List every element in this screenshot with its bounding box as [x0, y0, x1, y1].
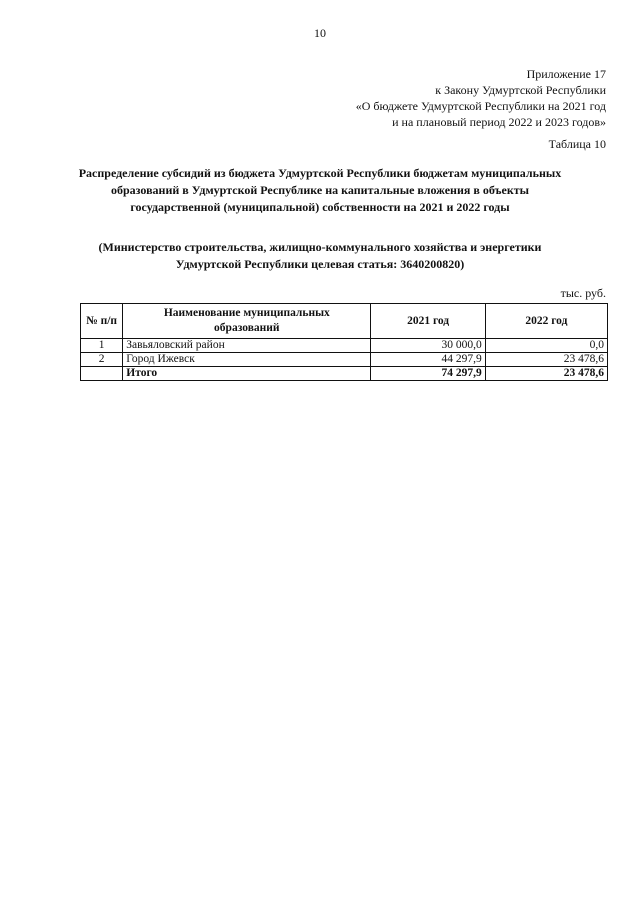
document-subtitle: [70, 239, 570, 273]
subtitle-line: (Министерство строительства, жилищно-коммунального хозяйства и энергетики: [98, 240, 542, 254]
cell-num: 2: [81, 353, 123, 367]
table-row: [81, 339, 608, 353]
header-2022: 2022 год: [485, 304, 607, 339]
table-row: [81, 353, 608, 367]
cell-2022: 0,0: [485, 339, 607, 353]
appendix-line: «О бюджете Удмуртской Республики на 2021 год: [355, 99, 606, 113]
title-line: образований в Удмуртской Республике на капитальные вложения в объекты: [110, 183, 530, 197]
appendix-line: и на плановый период 2022 и 2023 годов»: [392, 115, 606, 129]
header-name: [123, 304, 371, 339]
appendix-header: [356, 66, 606, 130]
subsidy-table: [80, 303, 608, 381]
cell-num: [81, 367, 123, 381]
cell-2022: 23 478,6: [485, 353, 607, 367]
page-number: 10: [314, 26, 326, 40]
cell-2021: 30 000,0: [371, 339, 485, 353]
header-2021: 2021 год: [371, 304, 485, 339]
units-label: тыс. руб.: [560, 286, 606, 300]
cell-name: Завьяловский район: [123, 339, 371, 353]
header-name-line: Наименование муниципальных: [163, 307, 330, 319]
appendix-line: Приложение 17: [526, 67, 606, 81]
appendix-line: к Закону Удмуртской Республики: [435, 83, 606, 97]
cell-2021: 74 297,9: [371, 367, 485, 381]
table-header-row: [81, 304, 608, 339]
cell-2022: 23 478,6: [485, 367, 607, 381]
subtitle-line: Удмуртской Республики целевая статья: 3640200820): [175, 257, 465, 271]
cell-2021: 44 297,9: [371, 353, 485, 367]
table-label: Таблица 10: [548, 137, 606, 151]
cell-name: Город Ижевск: [123, 353, 371, 367]
title-line: государственной (муниципальной) собственности на 2021 и 2022 годы: [130, 200, 510, 214]
header-name-line: образований: [214, 322, 280, 334]
title-line: Распределение субсидий из бюджета Удмуртской Республики бюджетам муниципальных: [78, 166, 562, 180]
header-num: № п/п: [81, 304, 123, 339]
cell-num: 1: [81, 339, 123, 353]
document-title: [70, 165, 570, 216]
cell-name: Итого: [123, 367, 371, 381]
table-total-row: [81, 367, 608, 381]
